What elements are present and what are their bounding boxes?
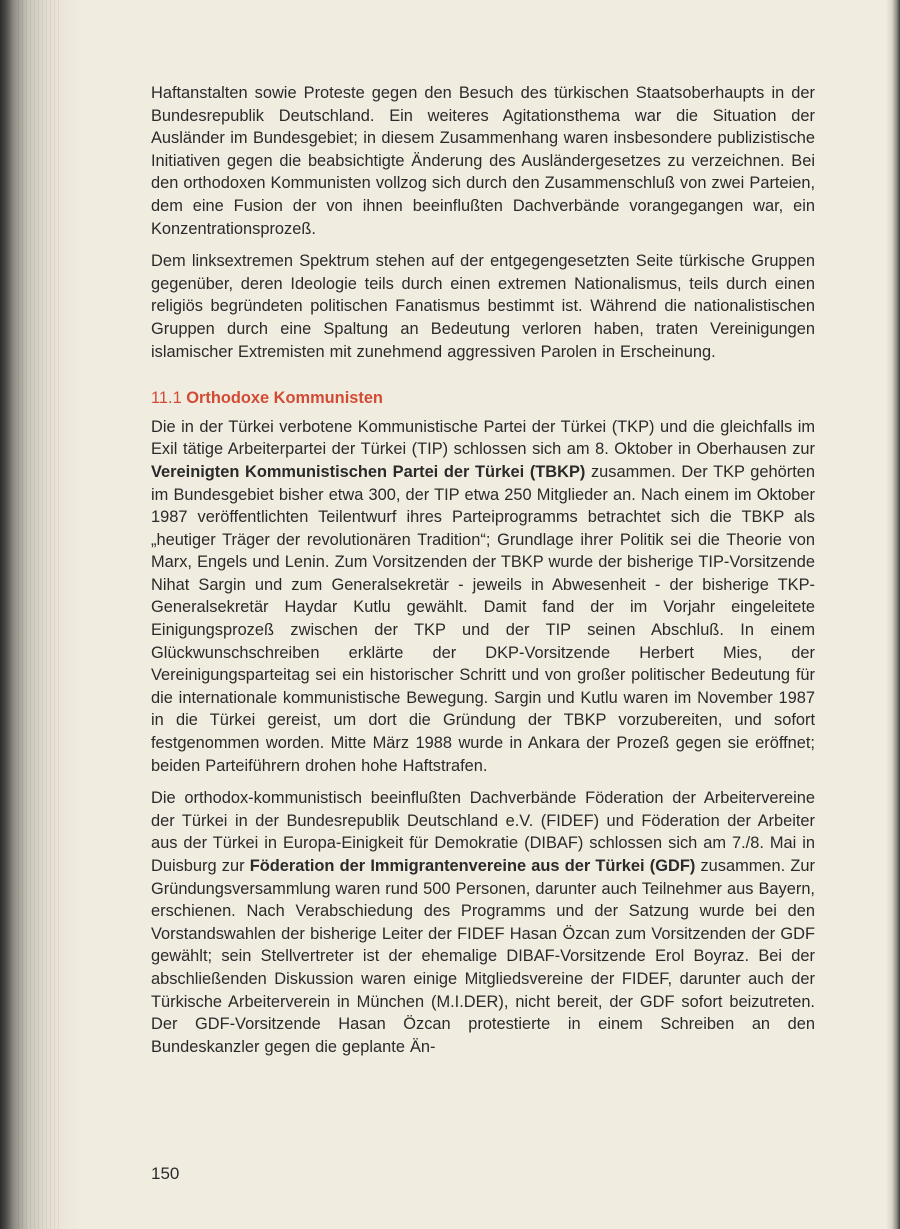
book-gutter-shadow: [0, 0, 82, 1229]
bold-term: Vereinigten Kommunistischen Partei der Türkei (TBKP): [151, 462, 586, 481]
page-text-block: [151, 82, 815, 1068]
gutter-page-edges: [18, 0, 62, 1229]
section-title: Orthodoxe Kommunisten: [186, 389, 383, 408]
section-number: 11.1: [151, 389, 182, 408]
paragraph-text: Die in der Türkei verbotene Kommunistische Partei der Türkei (TKP) und die gleichfalls im Exil tätige Arbeiterpartei der Türkei (TIP) schlossen sich am 8. Oktober in Oberhausen zur: [151, 417, 815, 459]
paragraph: [151, 250, 815, 363]
page-number: 150: [151, 1164, 180, 1183]
paragraph: [151, 82, 815, 240]
paragraph-text: Dem linksextremen Spektrum stehen auf der entgegengesetzten Seite türkische Gruppen gegenüber, deren Ideologie teils durch einen extremen Nationalismus, teils durch einen religiös begründeten politischen Fanatismus bestimmt ist. Während die nationalistischen Gruppen durch eine Spaltung an Bedeutung verloren haben, traten Vereinigungen islamischer Extremisten mit zunehmend aggressiven Parolen in Erscheinung.: [151, 252, 815, 361]
page-right-edge: [886, 0, 900, 1229]
paragraph: [151, 787, 815, 1058]
paragraph-text: Haftanstalten sowie Proteste gegen den Besuch des türkischen Staatsoberhaupts in der Bundesrepublik Deutschland. Ein weiteres Agitationsthema war die Situation der Ausländer im Bundesgebiet; in diesem Zusammenhang waren insbesondere publizistische Initiativen gegen die beabsichtigte Änderung des Ausländergesetzes zu verzeichnen. Bei den orthodoxen Kommunisten vollzog sich durch den Zusammenschluß von zwei Parteien, dem eine Fusion der von ihnen beeinflußten Dachverbände vorangegangen war, ein Konzentrationsprozeß.: [151, 84, 815, 238]
paragraph-text: Die orthodox-kommunistisch beeinflußten Dachverbände Föderation der Arbeitervereine der Türkei in der Bundesrepublik Deutschland e.V. (FIDEF) und Föderation der Arbeiter aus der Türkei in Europa-Einigkeit für Demokratie (DIBAF) schlossen sich am 7./8. Mai in Duisburg zur: [151, 789, 815, 875]
paragraph-text: zusammen. Zur Gründungsversammlung waren rund 500 Personen, darunter auch Teilnehmer aus Bayern, erschienen. Nach Verabschiedung des Programms und der Satzung wurde bei den Vorstandswahlen der bisherige Leiter der FIDEF Hasan Özcan zum Vorsitzenden der GDF gewählt; sein Stellvertreter ist der ehemalige DIBAF-Vorsitzende Erol Boyraz. Bei der abschließenden Diskussion waren einige Mitgliedsvereine der FIDEF, darunter auch der Türkische Arbeiterverein in München (M.I.DER), nicht bereit, der GDF sofort beizutreten. Der GDF-Vorsitzende Hasan Özcan protestierte in einem Schreiben an den Bundeskanzler gegen die geplante Än-: [151, 857, 815, 1056]
section-heading: [151, 387, 815, 410]
bold-term: Föderation der Immigrantenvereine aus der Türkei (GDF): [249, 857, 696, 875]
paragraph-text: zusammen. Der TKP gehörten im Bundesgebiet bisher etwa 300, der TIP etwa 250 Mitglieder an. Nach einem im Oktober 1987 veröffentlichten Teilentwurf ihres Parteiprogramms betrachtet sich die TBKP als „heutiger Träger der revolutionären Tradition“; Grundlage ihrer Politik sei die Theorie von Marx, Engels und Lenin. Zum Vorsitzenden der TBKP wurde der bisherige TIP-Vorsitzende Nihat Sargin und zum Generalsekretär - jeweils in Abwesenheit - der bisherige TKP-Generalsekretär Haydar Kutlu gewählt. Damit fand der im Vorjahr eingeleitete Einigungsprozeß zwischen der TKP und der TIP seinen Abschluß. In einem Glückwunschschreiben erklärte der DKP-Vorsitzende Herbert Mies, der Vereinigungsparteitag sei ein historischer Schritt und von großer politischer Bedeutung für die internationale kommunistische Bewegung. Sargin und Kutlu waren im November 1987 in die Türkei gereist, um dort die Gründung der TBKP vorzubereiten, und sofort festgenommen worden. Mitte März 1988 wurde in Ankara der Prozeß gegen sie eröffnet; beiden Parteiführern drohen hohe Haftstrafen.: [151, 462, 815, 775]
paragraph: [151, 416, 815, 778]
